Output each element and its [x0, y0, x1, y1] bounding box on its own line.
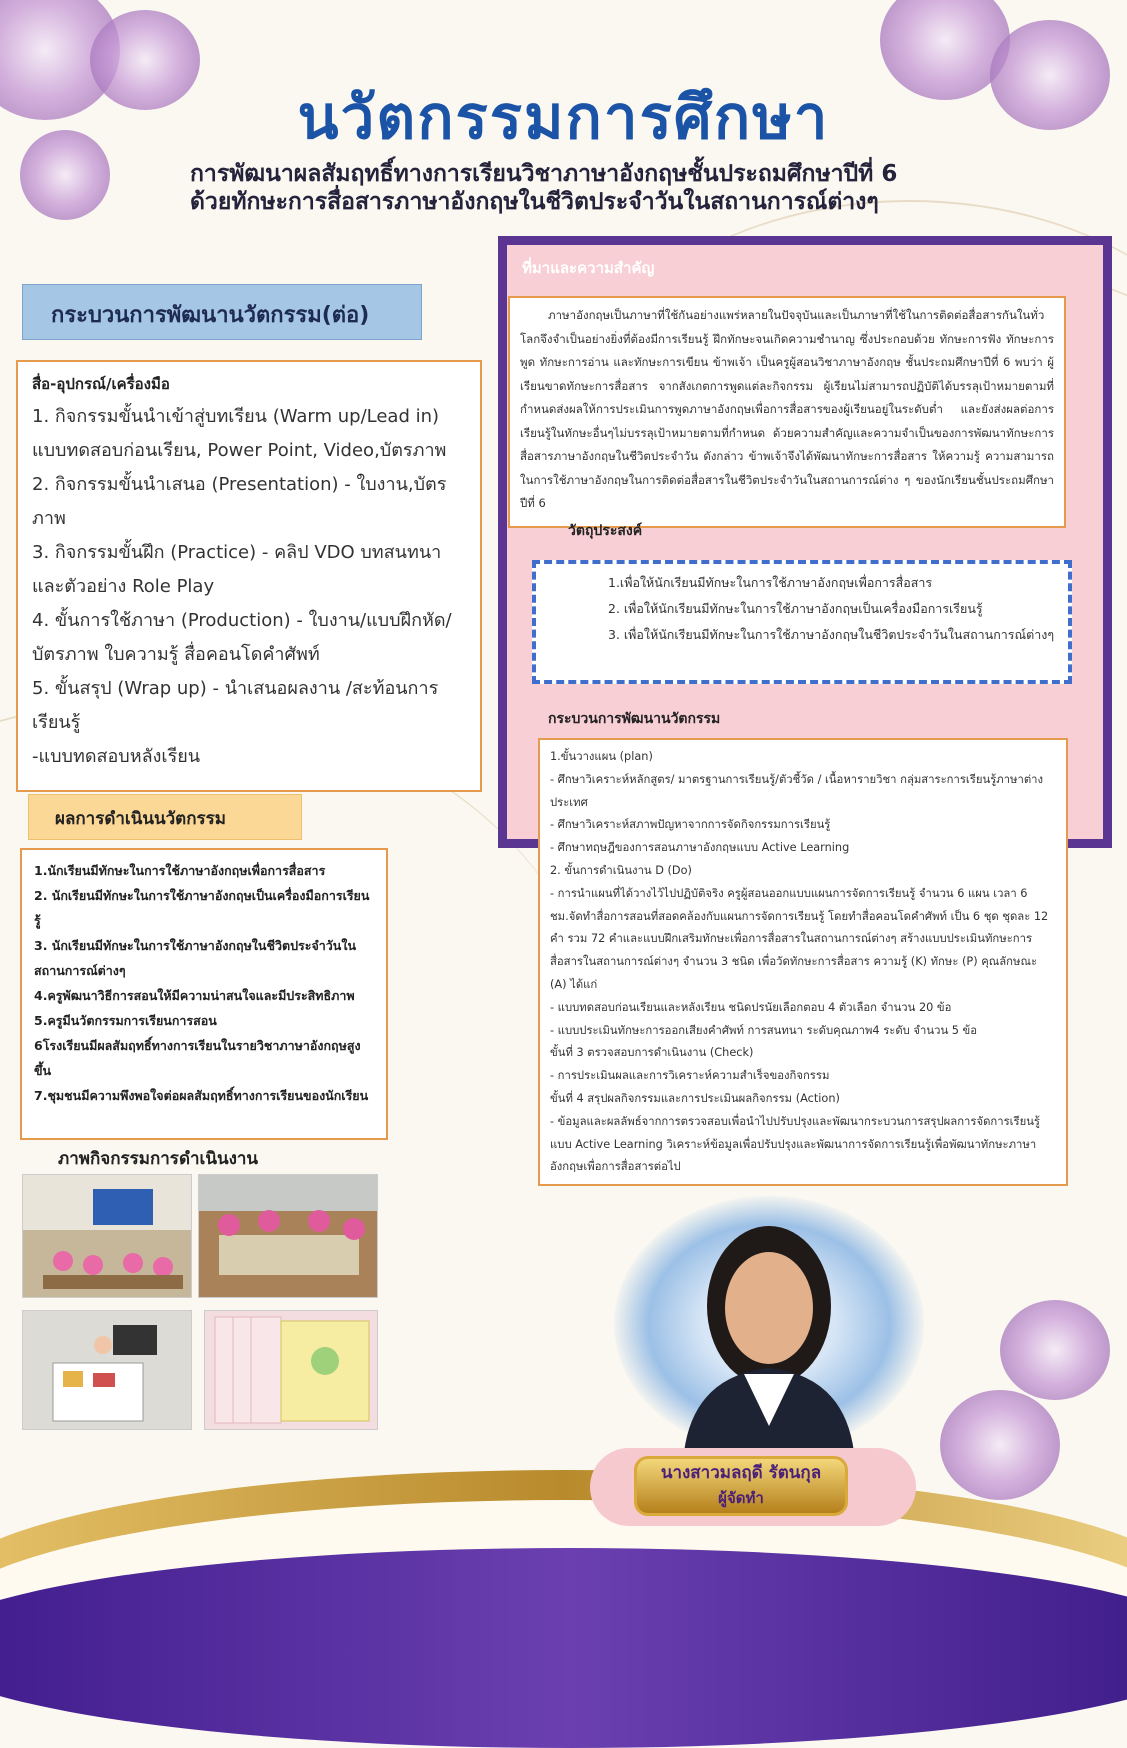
process-item: - ศึกษาวิเคราะห์หลักสูตร/ มาตรฐานการเรียนรู้/ตัวชี้วัด / เนื้อหารายวิชา กลุ่มสาระการเรียนรู้ภาษาต่างประเทศ	[550, 772, 1044, 809]
objective-item: 2. เพื่อให้นักเรียนมีทักษะในการใช้ภาษาอังกฤษเป็นเครื่องมือการเรียนรู้	[608, 601, 983, 616]
flower-decoration	[1000, 1300, 1110, 1400]
media-tools-box	[16, 360, 482, 792]
media-item: 3. กิจกรรมขั้นฝึก (Practice) - คลิป VDO บทสนทนา และตัวอย่าง Role Play	[32, 542, 442, 597]
media-item: 2. กิจกรรมขั้นนำเสนอ (Presentation) - ใบงาน,บัตรภาพ	[32, 474, 447, 529]
result-item: 3. นักเรียนมีทักษะในการใช้ภาษาอังกฤษในชีวิตประจำวันในสถานการณ์ต่างๆ	[34, 938, 356, 978]
objective-item: 1.เพื่อให้นักเรียนมีทักษะในการใช้ภาษาอังกฤษเพื่อการสื่อสาร	[608, 575, 933, 590]
process-continued-header: กระบวนการพัฒนานวัตกรรม(ต่อ)	[22, 284, 422, 340]
background-title: ที่มาและความสำคัญ	[522, 259, 655, 277]
process-item: - การประเมินผลและการวิเคราะห์ความสำเร็จของกิจกรรม	[550, 1069, 830, 1083]
result-item: 6โรงเรียนมีผลสัมฤทธิ์ทางการเรียนในรายวิชาภาษาอังกฤษสูงขึ้น	[34, 1038, 361, 1078]
result-item: 4.ครูพัฒนาวิธีการสอนให้มีความน่าสนใจและมีประสิทธิภาพ	[34, 988, 355, 1003]
process-item: - ศึกษาทฤษฎีของการสอนภาษาอังกฤษแบบ Active Learning	[550, 841, 850, 855]
presenter-name: นางสาวมลฤดี รัตนกุล	[660, 1463, 822, 1483]
page-title: นวัตกรรมการศึกษา	[297, 83, 830, 153]
process-item: - การนำแผนที่ได้วางไว้ไปปฏิบัติจริง ครูผู้สอนออกแบบแผนการจัดการเรียนรู้ จำนวน 6 แผน เวลา 6 ชม.จัดทำสื่อการสอนที่สอดคล้องกับแผนการจัดการเรียนรู้ โดยทำสื่อคอนโดคำศัพท์ เป็น 6 ชุด ชุดละ 12 คำ รวม 72 คำและแบบฝึกเสริมทักษะเพื่อการสื่อสารในสถานการณ์ต่างๆ สร้างแบบประเมินทักษะการสื่อสารในสถานการณ์ต่างๆ จำนวน 3 ชนิด เพื่อวัดทักษะการสื่อสาร ความรู้ (K) ทักษะ (P) คุณลักษณะ (A) ได้แก่	[550, 886, 1049, 991]
photos-title: ภาพกิจกรรมการดำเนินงาน	[58, 1149, 259, 1169]
background-text: ภาษาอังกฤษเป็นภาษาที่ใช้กันอย่างแพร่หลายในปัจจุบันและเป็นภาษาที่ใช้ในการติดต่อสื่อสารกันในทั่วโลกจึงจำเป็นอย่างยิ่งที่ต้องมีการเรียนรู้ ฝึกทักษะจนเกิดความชำนาญ ซึ่งประกอบด้วย ทักษะการฟัง ทักษะการพูด ทักษะการอ่าน และทักษะการเขียน ข้าพเจ้า เป็นครูผู้สอนวิชาภาษาอังกฤษ ชั้นประถมศึกษาปีที่ 6 พบว่า ผู้เรียนขาดทักษะการสื่อสาร จากสังเกตการพูดแต่ละกิจกรรม ผู้เรียนไม่สามารถปฏิบัติได้บรรลุเป้าหมายตามที่กำหนดส่งผลให้การประเมินการพูดภาษาอังกฤษเพื่อการสื่อสารของผู้เรียนอยู่ในระดับต่ำ และยังส่งผลต่อการเรียนรู้ในทักษะอื่นๆไม่บรรลุเป้าหมายตามที่กำหนด ด้วยความสำคัญและความจำเป็นของการพัฒนาทักษะการสื่อสารภาษาอังกฤษในชีวิตประจำวัน ดังกล่าว ข้าพเจ้าจึงได้พัฒนาทักษะการสื่อสาร ให้ความรู้ ความสามารถในการใช้ภาษาอังกฤษในการติดต่อสื่อสารในชีวิตประจำวันในสถานการณ์ต่าง ๆ ของนักเรียนชั้นประถมศึกษาปีที่ 6	[508, 296, 1066, 528]
process-item: ขั้นที่ 4 สรุปผลกิจกรรมและการประเมินผลกิจกรรม (Action)	[550, 1091, 840, 1105]
process-item: 2. ขั้นการดำเนินงาน D (Do)	[550, 863, 692, 877]
results-header: ผลการดำเนินนวัตกรรม	[28, 794, 302, 840]
process-item: - แบบประเมินทักษะการออกเสียงคำศัพท์ การสนทนา ระดับคุณภาพ4 ระดับ จำนวน 5 ข้อ	[550, 1023, 978, 1037]
presenter-role: ผู้จัดทำ	[718, 1489, 764, 1507]
result-item: 5.ครูมีนวัตกรรมการเรียนการสอน	[34, 1013, 217, 1028]
activity-photo-4	[204, 1310, 378, 1430]
objectives-title: วัตถุประสงค์	[568, 523, 643, 539]
classroom-photo-icon	[23, 1175, 191, 1297]
result-item: 2. นักเรียนมีทักษะในการใช้ภาษาอังกฤษเป็นเครื่องมือการเรียนรู้	[34, 888, 370, 928]
process-item: - ศึกษาวิเคราะห์สภาพปัญหาจากการจัดกิจกรรมการเรียนรู้	[550, 818, 831, 832]
subtitle-line-2: ด้วยทักษะการสื่อสารภาษาอังกฤษในชีวิตประจำวันในสถานการณ์ต่างๆ	[190, 189, 879, 215]
media-title: สื่อ-อุปกรณ์/เครื่องมือ	[32, 375, 170, 393]
flower-decoration	[940, 1390, 1060, 1500]
activity-photo-2	[198, 1174, 378, 1298]
process-box	[538, 738, 1068, 1186]
objectives-box	[532, 560, 1072, 684]
process-item: - แบบทดสอบก่อนเรียนและหลังเรียน ชนิดปรนัยเลือกตอบ 4 ตัวเลือก จำนวน 20 ข้อ	[550, 1000, 952, 1014]
media-item: 5. ขั้นสรุป (Wrap up) - นำเสนอผลงาน /สะท้อนการเรียนรู้	[32, 678, 439, 733]
bottom-wave-purple	[0, 1548, 1127, 1748]
presentation-photo-icon	[23, 1311, 191, 1429]
results-box	[20, 848, 388, 1140]
media-item: 4. ขั้นการใช้ภาษา (Production) - ใบงาน/แบบฝึกหัด/บัตรภาพ ใบความรู้ สื่อคอนโดคำศัพท์	[32, 610, 452, 665]
objective-item: 3. เพื่อให้นักเรียนมีทักษะในการใช้ภาษาอังกฤษในชีวิตประจำวันในสถานการณ์ต่างๆ	[608, 627, 1055, 642]
media-item: -แบบทดสอบหลังเรียน	[32, 746, 201, 767]
person-icon	[614, 1196, 924, 1452]
process-title: กระบวนการพัฒนานวัตกรรม	[548, 711, 721, 727]
process-item: 1.ขั้นวางแผน (plan)	[550, 750, 653, 763]
subtitle-line-1: การพัฒนาผลสัมฤทธิ์ทางการเรียนวิชาภาษาอังกฤษชั้นประถมศึกษาปีที่ 6	[190, 161, 898, 187]
process-item: ขั้นที่ 3 ตรวจสอบการดำเนินงาน (Check)	[550, 1046, 754, 1060]
presenter-portrait	[614, 1196, 924, 1452]
result-item: 7.ชุมชนมีความพึงพอใจต่อผลสัมฤทธิ์ทางการเรียนของนักเรียน	[34, 1088, 369, 1103]
group-work-photo-icon	[199, 1175, 377, 1297]
media-item: 1. กิจกรรมขั้นนำเข้าสู่บทเรียน (Warm up/Lead in) แบบทดสอบก่อนเรียน, Power Point, Video,บัตรภาพ	[32, 406, 447, 461]
activity-photo-3	[22, 1310, 192, 1430]
presenter-name-plate	[634, 1456, 848, 1516]
result-item: 1.นักเรียนมีทักษะในการใช้ภาษาอังกฤษเพื่อการสื่อสาร	[34, 863, 326, 878]
worksheet-photo-icon	[205, 1311, 377, 1429]
activity-photo-1	[22, 1174, 192, 1298]
process-item: - ข้อมูลและผลลัพธ์จากการตรวจสอบเพื่อนำไปปรับปรุงและพัฒนากระบวนการสรุปผลการจัดการเรียนรู้แบบ Active Learning วิเคราะห์ข้อมูลเพื่อปรับปรุงและพัฒนาการจัดการเรียนรู้เพื่อพัฒนาทักษะภาษาอังกฤษเพื่อการสื่อสารต่อไป	[550, 1114, 1040, 1174]
